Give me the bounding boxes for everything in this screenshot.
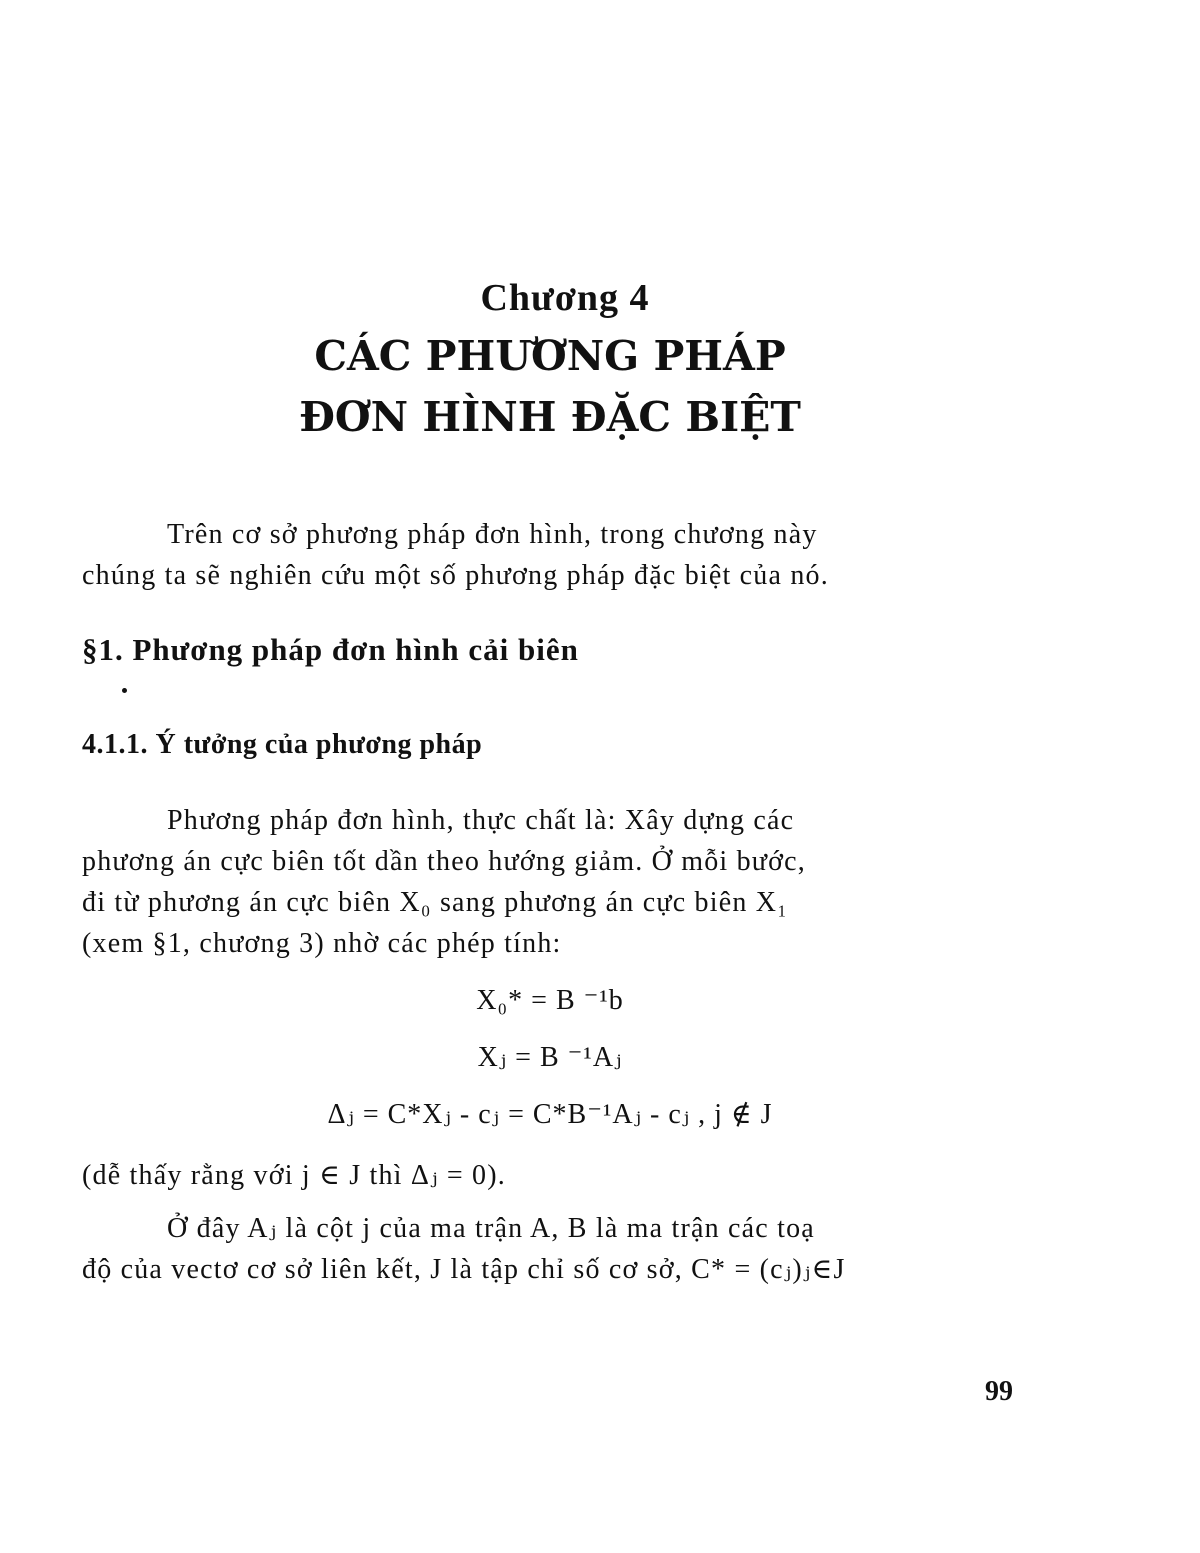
note-line: (dễ thấy rằng với j ∈ J thì Δⱼ = 0). [82, 1160, 506, 1191]
intro-line-2: chúng ta sẽ nghiên cứu một số phương pháp đặc biệt của nó. [82, 560, 829, 591]
body-paragraph-2 [82, 1208, 1022, 1290]
formula-column-coordinates: Xⱼ = B ⁻¹Aⱼ [477, 1042, 623, 1073]
chapter-title-line-1: CÁC PHƯƠNG PHÁP [314, 332, 786, 380]
section-heading: §1. Phương pháp đơn hình cải biên [82, 632, 579, 667]
chapter-label: Chương 4 [480, 277, 650, 319]
intro-paragraph [82, 514, 1022, 596]
subsection-heading: 4.1.1. Ý tưởng của phương pháp [82, 729, 483, 760]
formula-delta-estimate: Δⱼ = C*Xⱼ - cⱼ = C*B⁻¹Aⱼ - cⱼ , j ∉ J [327, 1099, 773, 1130]
body-paragraph-1 [82, 800, 1022, 964]
body2-line-1: Ở đây Aⱼ là cột j của ma trận A, B là ma trận các toạ [167, 1213, 815, 1244]
body2-line-2: độ của vectơ cơ sở liên kết, J là tập chỉ số cơ sở, C* = (cⱼ)ⱼ∈J [82, 1254, 846, 1285]
page-number: 99 [985, 1376, 1013, 1407]
bullet-dot-mark [122, 688, 127, 693]
note-paragraph [82, 1155, 1022, 1196]
body1-line-1: Phương pháp đơn hình, thực chất là: Xây dựng các [167, 805, 795, 836]
body1-line-2: phương án cực biên tốt dần theo hướng giảm. Ở mỗi bước, [82, 846, 806, 877]
intro-line-1: Trên cơ sở phương pháp đơn hình, trong chương này [167, 519, 818, 550]
body1-line-3: đi từ phương án cực biên X₀ sang phương án cực biên X₁ [82, 887, 789, 918]
chapter-title-line-2: ĐƠN HÌNH ĐẶC BIỆT [299, 393, 801, 441]
body1-line-4: (xem §1, chương 3) nhờ các phép tính: [82, 928, 562, 959]
formula-basic-solution: X₀* = B ⁻¹b [476, 985, 624, 1016]
